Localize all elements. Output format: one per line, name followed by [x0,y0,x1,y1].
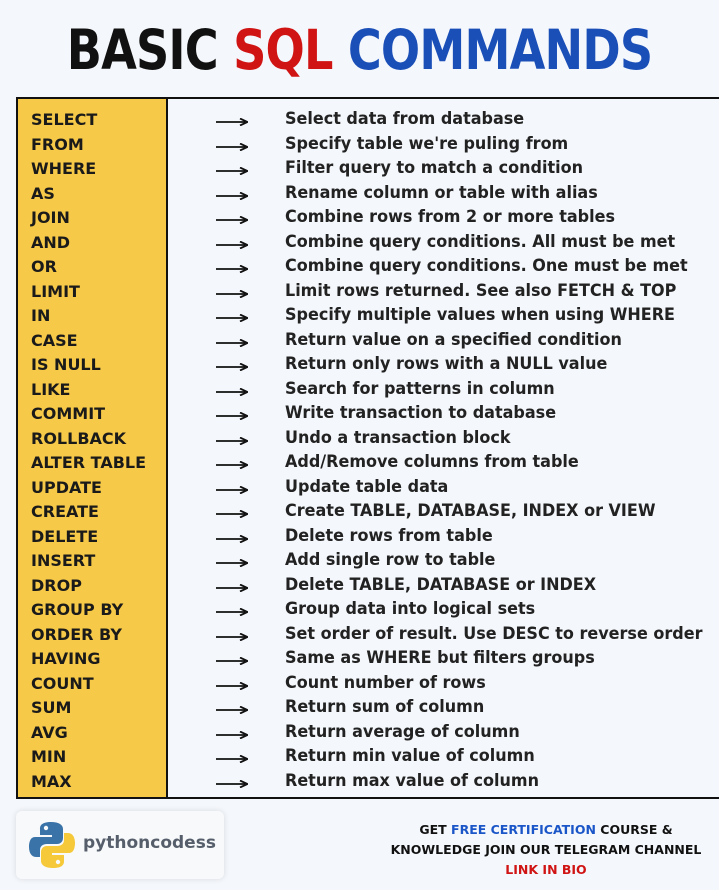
command-name: HAVING [31,649,101,668]
command-description: Group data into logical sets [285,599,536,618]
right-arrow-icon [216,755,248,763]
command-name: COMMIT [31,404,106,423]
command-description: Add single row to table [285,550,496,569]
right-arrow-icon [216,584,248,592]
command-row [16,231,719,256]
command-row [16,598,719,623]
title-sql: SQL [233,18,333,82]
command-name: JOIN [31,208,70,227]
command-description: Create TABLE, DATABASE, INDEX or VIEW [285,501,656,520]
command-name: GROUP BY [31,600,124,619]
command-name: AND [31,232,71,252]
command-row [16,574,719,599]
command-name: INSERT [31,551,96,570]
command-name: SUM [31,698,72,717]
right-arrow-icon [216,559,248,567]
command-description: Filter query to match a condition [285,158,584,177]
right-arrow-icon [216,510,248,518]
command-row [16,206,719,231]
command-name: UPDATE [31,477,102,497]
command-name: WHERE [31,159,97,178]
brand-name: pythoncodess [83,833,216,853]
right-arrow-icon [216,265,248,273]
right-arrow-icon [216,167,248,175]
right-arrow-icon [216,608,248,616]
command-description: Combine query conditions. One must be met [285,256,688,275]
command-name: LIMIT [31,281,80,301]
command-description: Specify table we're puling from [285,133,569,153]
command-name: COUNT [31,673,94,693]
command-name: CREATE [31,502,99,521]
command-description: Delete rows from table [285,525,493,545]
right-arrow-icon [216,143,248,151]
command-description: Limit rows returned. See also FETCH & TOP [285,280,677,300]
cta-free-certification: FREE CERTIFICATION [451,822,596,837]
command-description: Return max value of column [285,770,539,790]
command-description: Delete TABLE, DATABASE or INDEX [285,574,597,594]
command-name: ALTER TABLE [31,453,147,472]
command-row [16,329,719,354]
right-arrow-icon [216,486,248,494]
command-rows [16,108,719,794]
page-title [58,14,662,86]
title-basic: BASIC [66,18,218,82]
right-arrow-icon [216,657,248,665]
cta-get: GET [419,822,452,837]
command-row [16,402,719,427]
command-row [16,182,719,207]
command-row [16,623,719,648]
command-description: Set order of result. Use DESC to reverse order [285,623,703,643]
command-name: DELETE [31,526,99,546]
command-row [16,476,719,501]
command-description: Specify multiple values when using WHERE [285,305,675,324]
command-name: LIKE [31,379,71,399]
command-description: Write transaction to database [285,403,557,422]
command-row [16,745,719,770]
command-row [16,378,719,403]
right-arrow-icon [216,216,248,224]
right-arrow-icon [216,290,248,298]
command-row [16,255,719,280]
command-description: Count number of rows [285,672,486,692]
command-row [16,427,719,452]
command-name: IS NULL [31,355,101,374]
command-row [16,451,719,476]
right-arrow-icon [216,412,248,420]
call-to-action [376,820,716,880]
right-arrow-icon [216,461,248,469]
command-description: Update table data [285,476,449,496]
command-name: DROP [31,575,82,595]
command-row [16,672,719,697]
command-name: CASE [31,330,78,350]
command-description: Return min value of column [285,746,535,765]
command-name: MIN [31,747,67,766]
command-row [16,108,719,133]
right-arrow-icon [216,388,248,396]
command-row [16,525,719,550]
command-description: Same as WHERE but filters groups [285,648,595,667]
python-logo-icon [26,819,78,871]
right-arrow-icon [216,339,248,347]
right-arrow-icon [216,535,248,543]
right-arrow-icon [216,192,248,200]
cta-line-2: KNOWLEDGE JOIN OUR TELEGRAM CHANNEL [390,842,702,857]
command-row [16,647,719,672]
command-description: Return sum of column [285,697,485,716]
command-name: ROLLBACK [31,428,127,448]
right-arrow-icon [216,241,248,249]
command-name: IN [31,306,51,325]
cta-course: COURSE & [595,822,673,837]
command-description: Add/Remove columns from table [285,452,579,471]
command-row [16,721,719,746]
right-arrow-icon [216,314,248,322]
command-name: AVG [31,722,68,742]
command-row [16,157,719,182]
command-row [16,280,719,305]
command-row [16,549,719,574]
right-arrow-icon [216,118,248,126]
command-row [16,353,719,378]
cta-link-in-bio: LINK IN BIO [505,862,587,877]
commands-table [16,97,719,799]
command-row [16,770,719,795]
command-description: Select data from database [285,109,525,128]
command-name: OR [31,257,57,276]
right-arrow-icon [216,363,248,371]
command-description: Undo a transaction block [285,427,511,447]
command-row [16,304,719,329]
cta-line-1 [376,820,716,840]
command-row [16,696,719,721]
command-description: Search for patterns in column [285,378,555,398]
command-description: Combine rows from 2 or more tables [285,207,615,226]
right-arrow-icon [216,682,248,690]
command-row [16,133,719,158]
right-arrow-icon [216,731,248,739]
command-name: SELECT [31,110,98,129]
command-row [16,500,719,525]
command-description: Combine query conditions. All must be met [285,231,676,251]
right-arrow-icon [216,633,248,641]
command-name: MAX [31,771,72,791]
right-arrow-icon [216,706,248,714]
command-description: Return value on a specified condition [285,329,622,349]
command-name: ORDER BY [31,624,122,644]
command-description: Return only rows with a NULL value [285,354,608,373]
command-description: Return average of column [285,721,520,741]
command-name: FROM [31,134,84,154]
title-commands: COMMANDS [347,18,653,82]
right-arrow-icon [216,780,248,788]
brand-card [16,811,224,879]
command-name: AS [31,183,55,203]
command-description: Rename column or table with alias [285,182,598,202]
right-arrow-icon [216,437,248,445]
